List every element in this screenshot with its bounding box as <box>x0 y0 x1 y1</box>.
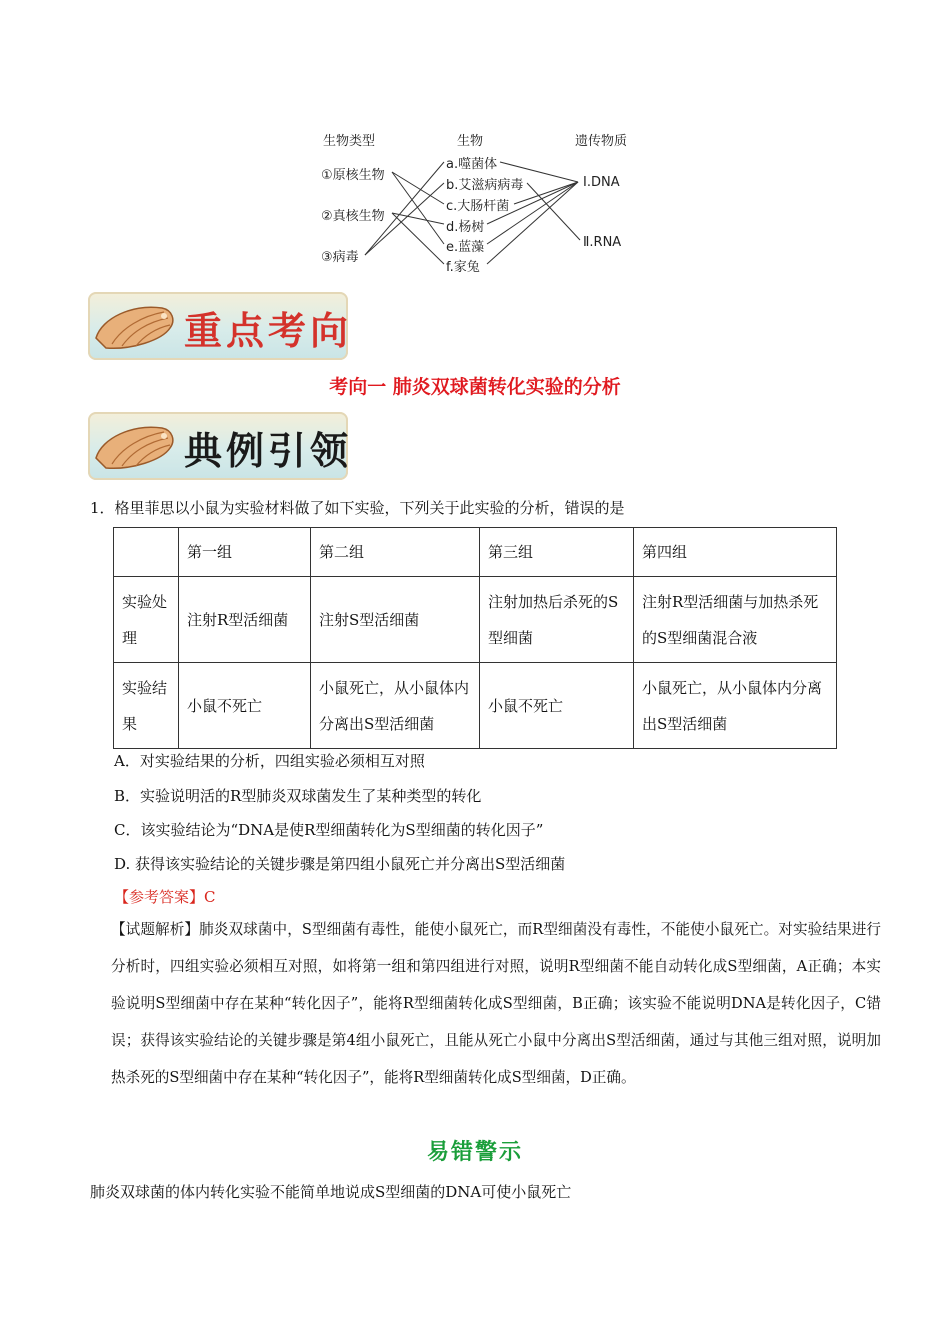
type-eukaryote: ②真核生物 <box>321 209 385 224</box>
section-title: 考向一 肺炎双球菌转化实验的分析 <box>329 376 621 398</box>
diagram-header-organism: 生物 <box>457 134 484 149</box>
option-b: B．实验说明活的R型肺炎双球菌发生了某种类型的转化 <box>114 787 482 805</box>
table-cell: 小鼠死亡，从小鼠体内分离出S型活细菌 <box>311 663 480 749</box>
table-cell: 注射R型活细菌与加热杀死的S型细菌混合液 <box>634 577 837 663</box>
option-a: A．对实验结果的分析，四组实验必须相互对照 <box>114 752 425 770</box>
table-header-row <box>114 528 837 577</box>
table-row <box>114 663 837 749</box>
table-cell: 注射S型活细菌 <box>311 577 480 663</box>
material-rna: Ⅱ.RNA <box>583 235 622 250</box>
table-row <box>114 577 837 663</box>
organism-b: b.艾滋病病毒 <box>446 178 524 193</box>
warning-text: 肺炎双球菌的体内转化实验不能简单地说成S型细菌的DNA可使小鼠死亡 <box>90 1183 572 1201</box>
conch-shell-icon <box>92 418 178 476</box>
table-cell: 第二组 <box>311 528 480 577</box>
type-prokaryote: ①原核生物 <box>321 168 385 183</box>
warning-title: 易错警示 <box>426 1139 523 1165</box>
table-cell: 小鼠不死亡 <box>480 663 634 749</box>
organism-c: c.大肠杆菌 <box>446 199 510 214</box>
answer-value: C <box>204 888 216 906</box>
explanation <box>111 911 881 1096</box>
explanation-text: 肺炎双球菌中，S型细菌有毒性，能使小鼠死亡，而R型细菌没有毒性，不能使小鼠死亡。对实验结果进行分析时，四组实验必须相互对照，如将第一组和第四组进行对照，说明R型细菌不能自动转化成S型细菌，A正确；本实验说明S型细菌中存在某种“转化因子”，能将R型细菌转化成S型细菌，B正确；该实验不能说明DNA是转化因子，C错误；获得该实验结论的关键步骤是第4组小鼠死亡，且能从死亡小鼠中分离出S型活细菌，通过与其他三组对照，说明加热杀死的S型细菌中存在某种“转化因子”，能将R型细菌转化成S型细菌，D正确。 <box>111 921 881 1086</box>
table-cell: 第一组 <box>179 528 311 577</box>
type-virus: ③病毒 <box>321 250 359 265</box>
table-cell: 注射R型活细菌 <box>179 577 311 663</box>
organism-e: e.蓝藻 <box>446 240 485 255</box>
material-dna: Ⅰ.DNA <box>583 175 620 190</box>
banner-title: 典例引领 <box>184 428 353 473</box>
table-cell: 实验处理 <box>114 577 179 663</box>
organism-d: d.杨树 <box>446 220 485 235</box>
banner-key-directions <box>88 292 353 360</box>
explanation-label: 【试题解析】 <box>111 921 200 938</box>
answer-label: 【参考答案】 <box>114 888 205 906</box>
option-c: C．该实验结论为“DNA是使R型细菌转化为S型细菌的转化因子” <box>114 821 544 839</box>
organism-a: a.噬菌体 <box>446 157 498 172</box>
table-cell: 实验结果 <box>114 663 179 749</box>
conch-shell-icon <box>92 298 178 356</box>
option-d: D. 获得该实验结论的关键步骤是第四组小鼠死亡并分离出S型活细菌 <box>114 855 566 873</box>
table-cell: 小鼠死亡，从小鼠体内分离出S型活细菌 <box>634 663 837 749</box>
table-cell: 注射加热后杀死的S型细菌 <box>480 577 634 663</box>
table-cell: 小鼠不死亡 <box>179 663 311 749</box>
table-cell: 第四组 <box>634 528 837 577</box>
table-cell <box>114 528 179 577</box>
banner-example <box>88 412 353 480</box>
diagram-header-material: 遗传物质 <box>575 134 628 149</box>
experiment-table <box>113 527 837 749</box>
diagram-header-type: 生物类型 <box>323 134 376 149</box>
banner-title: 重点考向 <box>184 308 353 353</box>
question-stem: 1．格里菲思以小鼠为实验材料做了如下实验，下列关于此实验的分析，错误的是 <box>90 499 625 517</box>
table-cell: 第三组 <box>480 528 634 577</box>
diagram-connector-lines <box>0 0 950 300</box>
reference-answer <box>114 886 216 907</box>
organism-f: f.家兔 <box>446 260 480 275</box>
